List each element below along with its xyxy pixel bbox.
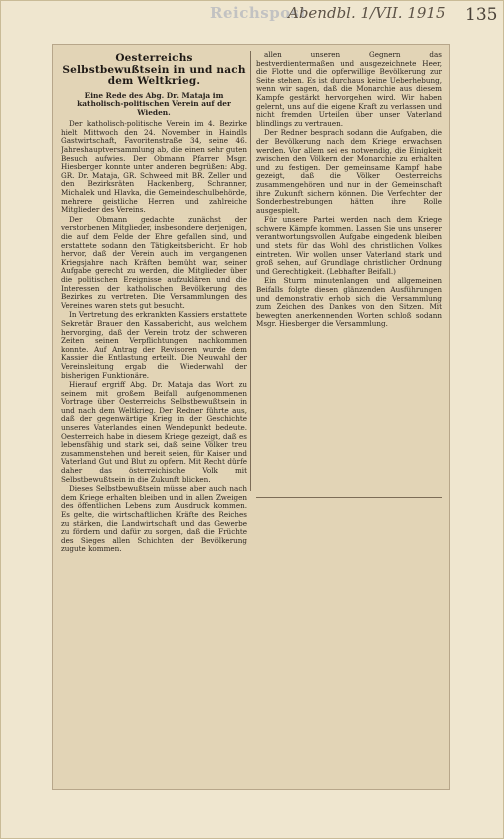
article-paragraph: allen unseren Gegnern das bestverdientermaßen und ausgezeichnete Heer, die Flotte und die opferwillige Bevölkerung zur Seite stehen. Es ist durchaus keine Ueberhebung, wenn wir sagen, daß die Monarchie aus diesem Kampfe gestärkt hervorgehen wird. Wir haben gelernt, uns auf die eigene Kraft zu verlassen und nicht fremden Urteilen über unser Vaterland blindlings zu vertrauen. [256,51,442,128]
article-subtitle: Eine Rede des Abg. Dr. Mataja im katholisch-politischen Verein auf der Wieden. [77,90,231,117]
page-number: 135 [465,5,498,25]
page-header [0,0,504,34]
article-paragraph: Für unsere Partei werden nach dem Kriege schwere Kämpfe kommen. Lassen Sie uns unserer verantwortungsvollen Aufgabe eingedenk bleiben und stets für das Wohl des christlichen Volkes eintreten. Wir wollen unser Vaterland stark und groß sehen, auf Grundlage christlicher Ordnung und Gerechtigkeit. (Lebhafter Beifall.) [256,215,442,276]
article-title: Oesterreichs Selbstbewußtsein in und nach dem Weltkrieg. [62,52,246,87]
article-right-column [256,51,442,496]
article-paragraph: Der Obmann gedachte zunächst der verstorbenen Mitglieder, insbesondere derjenigen, die auf dem Felde der Ehre gefallen sind, und erstattete sodann den Tätigkeitsbericht. Er hob hervor, daß der Verein auch im vergangenen Kriegsjahre nach Kräften bemüht war, seiner Aufgabe gerecht zu werden, die Mitglieder über die politischen Ereignisse aufzuklären und die Interessen der katholischen Bevölkerung des Bezirkes zu vertreten. Die Versammlungen des Vereines waren stets gut besucht. [61,214,247,310]
column-divider [250,51,251,491]
article-paragraph: Der katholisch-politische Verein im 4. Bezirke hielt Mittwoch den 24. November in Haindls Gastwirtschaft, Favoritenstraße 34, seine 46. Jahreshauptversammlung ab, die einen sehr guten Besuch aufwies. Der Obmann Pfarrer Msgr. Hiesberger konnte unter anderen begrüßen: Abg. GR. Dr. Mataja, GR. Schweed mit BR. Zeller und den Bezirksräten Hackenberg, Schranner, Michalek und Hlavka, die Gemeindeschulbehörde, mehrere geistliche Herren und zahlreiche Mitglieder des Vereins. [61,119,247,215]
article-paragraph: Hierauf ergriff Abg. Dr. Mataja das Wort zu seinem mit großem Beifall aufgenommenen Vortrage über Oesterreichs Selbstbewußtsein in und nach dem Weltkrieg. Der Redner führte aus, daß der gegenwärtige Krieg in der Geschichte unseres Vaterlandes einen Wendepunkt bedeute. Oesterreich habe in diesem Kriege gezeigt, daß es lebensfähig und stark sei, daß seine Völker treu zusammenstehen und bereit seien, für Kaiser und Vaterland Gut und Blut zu opfern. Mit Recht dürfe daher das österreichische Volk mit Selbstbewußtsein in die Zukunft blicken. [61,380,247,484]
article-paragraph: Der Redner besprach sodann die Aufgaben, die der Bevölkerung nach dem Kriege erwachsen werden. Vor allem sei es notwendig, die Einigkeit zwischen den Völkern der Monarchie zu erhalten und zu festigen. Der gemeinsame Kampf habe gezeigt, daß die Völker Oesterreichs zusammengehören und nur in der Gemeinschaft ihre Zukunft sichern können. Die Verfechter der Sonderbestrebungen hätten ihre Rolle ausgespielt. [256,128,442,215]
newspaper-stamp: Reichspost [210,4,308,22]
end-rule [256,497,442,498]
article-paragraph: Dieses Selbstbewußtsein müsse aber auch nach dem Kriege erhalten bleiben und in allen Zweigen des öffentlichen Lebens zum Ausdruck kommen. Es gelte, die wirtschaftlichen Kräfte des Reiches zu stärken, die Landwirtschaft und das Gewerbe zu fördern und dafür zu sorgen, daß die Früchte des Sieges allen Schichten der Bevölkerung zugute kommen. [61,484,247,554]
article-paragraph: In Vertretung des erkrankten Kassiers erstattete Sekretär Brauer den Kassabericht, aus welchem hervorging, daß der Verein trotz der schweren Zeiten seinen Verpflichtungen nachkommen konnte. Auf Antrag der Revisoren wurde dem Kassier die Entlastung erteilt. Die Neuwahl der Vereinsleitung ergab die Wiederwahl der bisherigen Funktionäre. [61,310,247,380]
newspaper-clipping [52,44,450,790]
article-paragraph: Ein Sturm minutenlangen und allgemeinen Beifalls folgte diesen glänzenden Ausführungen und demonstrativ erhob sich die Versammlung zum Zeichen des Dankes von den Sitzen. Mit bewegten anerkennenden Worten schloß sodann Msgr. Hiesberger die Versammlung. [256,276,442,329]
handwritten-date: Abendbl. 1/VII. 1915 [288,4,446,22]
blank-clipping-area [256,501,442,783]
article-left-column [61,51,247,779]
